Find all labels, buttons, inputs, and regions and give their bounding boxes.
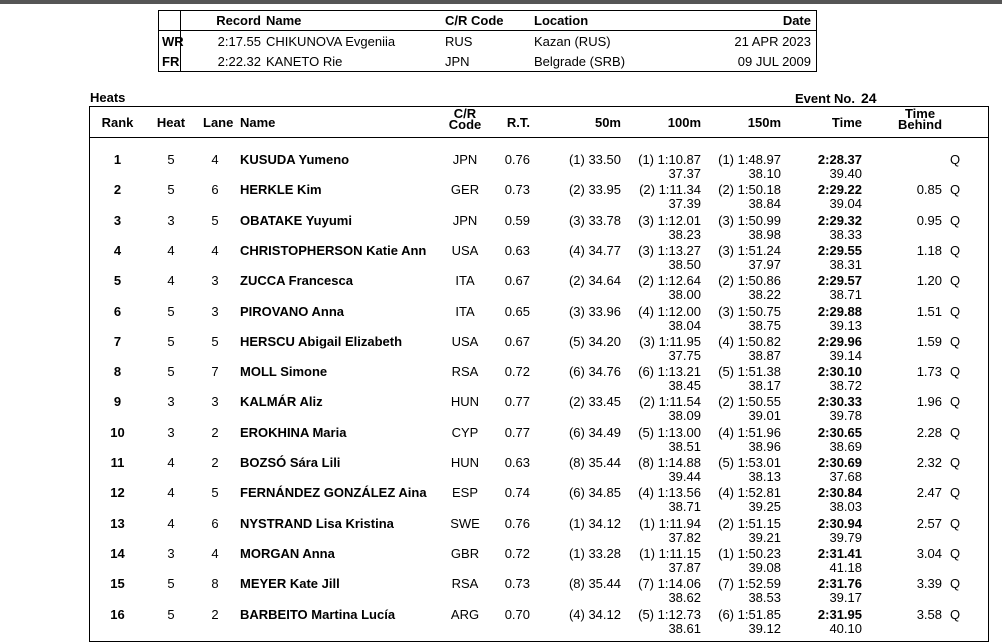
athlete-lane: 3 [211, 303, 219, 319]
lap-150m: 39.12 [748, 620, 781, 636]
lap-100m: 37.39 [668, 196, 701, 212]
split-100m: (1) 1:11.94 [639, 515, 701, 531]
time-behind: 0.85 [916, 182, 942, 198]
table-row [90, 357, 988, 394]
athlete-name: BOZSÓ Sára Lili [240, 455, 341, 470]
final-time: 2:29.22 [817, 182, 862, 198]
athlete-code: HUN [450, 455, 480, 470]
athlete-name: OBATAKE Yuyumi [240, 212, 352, 228]
athlete-heat: 5 [167, 333, 175, 349]
split-150m: (2) 1:50.18 [718, 182, 781, 198]
qualified-marker: Q [950, 485, 961, 501]
athlete-rank: 11 [110, 455, 125, 470]
qualified-marker: Q [950, 333, 961, 349]
header-50m: 50m [594, 115, 621, 130]
lap-200m: 39.79 [829, 529, 862, 545]
records-header-type [159, 11, 181, 30]
reaction-time: 0.73 [504, 182, 530, 198]
split-150m: (4) 1:52.81 [718, 485, 781, 501]
table-row [90, 206, 988, 242]
final-time: 2:31.95 [817, 606, 862, 622]
athlete-rank: 8 [113, 364, 122, 380]
athlete-name: HERSCU Abigail Elizabeth [240, 333, 403, 349]
record-row-fr [159, 51, 816, 71]
final-time: 2:29.32 [817, 212, 862, 228]
athlete-lane: 2 [211, 424, 219, 440]
header-lane: Lane [203, 115, 234, 130]
header-time: Time [831, 115, 862, 130]
lap-150m: 37.97 [748, 256, 781, 272]
table-row [90, 387, 988, 424]
table-row [90, 600, 988, 636]
lap-150m: 38.10 [748, 166, 781, 181]
split-150m: (1) 1:48.97 [718, 152, 781, 167]
qualified-marker: Q [950, 242, 961, 258]
final-time: 2:30.10 [817, 364, 862, 380]
split-50m: (2) 34.64 [568, 273, 621, 289]
header-100m: 100m [667, 115, 701, 130]
lap-200m: 41.18 [829, 559, 862, 575]
qualified-marker: Q [950, 515, 961, 531]
athlete-heat: 4 [167, 273, 175, 289]
table-row [90, 569, 988, 606]
lap-100m: 38.62 [668, 590, 701, 606]
athlete-lane: 7 [211, 364, 219, 380]
lap-150m: 39.25 [748, 499, 781, 515]
lap-150m: 39.21 [748, 529, 781, 545]
athlete-code: CYP [451, 424, 479, 440]
split-100m: (8) 1:14.88 [638, 455, 701, 470]
final-time: 2:29.88 [817, 303, 862, 319]
table-row [90, 297, 988, 333]
lap-100m: 37.75 [668, 347, 701, 363]
time-behind: 3.04 [916, 545, 942, 561]
athlete-name: BARBEITO Martina Lucía [240, 606, 396, 622]
split-150m: (6) 1:51.85 [718, 606, 781, 622]
split-150m: (3) 1:51.24 [718, 242, 781, 258]
athlete-rank: 15 [110, 576, 125, 592]
split-100m: (2) 1:11.54 [639, 394, 701, 410]
split-50m: (5) 34.20 [568, 333, 621, 349]
split-150m: (3) 1:50.99 [718, 212, 781, 228]
athlete-lane: 5 [211, 212, 219, 228]
athlete-lane: 6 [211, 515, 219, 531]
split-50m: (1) 34.12 [568, 515, 621, 531]
record-code: RUS [445, 33, 473, 49]
header-code-line2: Code [448, 117, 482, 132]
table-row [90, 478, 988, 515]
split-100m: (7) 1:14.06 [638, 576, 701, 592]
athlete-rank: 4 [113, 242, 122, 258]
table-row [90, 327, 988, 363]
athlete-rank: 2 [113, 182, 122, 198]
qualified-marker: Q [950, 303, 961, 319]
athlete-name: PIROVANO Anna [240, 303, 345, 319]
record-type: FR [159, 51, 181, 71]
split-50m: (1) 33.50 [568, 152, 621, 167]
time-behind: 1.59 [916, 333, 942, 349]
final-time: 2:30.94 [817, 515, 862, 531]
lap-200m: 38.31 [829, 256, 862, 272]
header-code-line1: C/R [453, 106, 477, 121]
split-150m: (4) 1:50.82 [718, 333, 781, 349]
table-row [90, 539, 988, 575]
split-50m: (8) 35.44 [568, 455, 621, 470]
header-behind-line1: Time [904, 106, 936, 121]
athlete-name: MOLL Simone [240, 364, 328, 380]
lap-200m: 39.17 [829, 590, 862, 606]
reaction-time: 0.72 [504, 545, 530, 561]
results-table [89, 106, 989, 642]
athlete-lane: 5 [211, 333, 219, 349]
split-150m: (4) 1:51.96 [718, 424, 781, 440]
lap-150m: 38.98 [748, 226, 781, 242]
athlete-name: KUSUDA Yumeno [240, 152, 350, 167]
athlete-lane: 8 [211, 576, 219, 592]
split-50m: (1) 33.28 [568, 545, 621, 561]
reaction-time: 0.77 [504, 394, 530, 410]
reaction-time: 0.76 [504, 152, 530, 167]
athlete-lane: 3 [211, 273, 219, 289]
final-time: 2:28.37 [817, 152, 862, 167]
records-header [159, 11, 816, 31]
qualified-marker: Q [950, 424, 961, 440]
athlete-lane: 4 [211, 545, 219, 561]
header-rt: R.T. [506, 115, 530, 130]
athlete-rank: 7 [113, 333, 122, 349]
lap-150m: 38.22 [748, 287, 781, 303]
lap-200m: 38.72 [829, 378, 862, 394]
reaction-time: 0.63 [504, 242, 530, 258]
athlete-heat: 5 [167, 606, 175, 622]
lap-200m: 39.04 [829, 196, 862, 212]
reaction-time: 0.72 [504, 364, 530, 380]
athlete-lane: 4 [211, 152, 219, 167]
event-number [795, 90, 877, 106]
split-100m: (6) 1:13.21 [638, 364, 701, 380]
athlete-name: CHRISTOPHERSON Katie Ann [240, 242, 427, 258]
lap-100m: 38.50 [668, 256, 701, 272]
split-50m: (2) 33.45 [568, 394, 621, 410]
athlete-lane: 2 [211, 606, 219, 622]
header-150m: 150m [747, 115, 781, 130]
split-150m: (2) 1:50.86 [718, 273, 781, 289]
reaction-time: 0.73 [504, 576, 530, 592]
athlete-rank: 1 [113, 152, 122, 167]
athlete-rank: 12 [110, 485, 125, 501]
athlete-code: ESP [451, 485, 478, 501]
split-150m: (3) 1:50.75 [718, 303, 781, 319]
final-time: 2:31.41 [817, 545, 862, 561]
athlete-lane: 5 [211, 485, 219, 501]
lap-150m: 38.75 [748, 317, 781, 333]
split-100m: (5) 1:13.00 [638, 424, 701, 440]
lap-200m: 39.13 [829, 317, 862, 333]
heats-label: Heats [90, 90, 126, 105]
table-row [90, 418, 988, 454]
header-code [447, 108, 483, 130]
reaction-time: 0.67 [504, 273, 530, 289]
athlete-heat: 3 [167, 212, 175, 228]
athlete-heat: 4 [167, 242, 175, 258]
athlete-code: USA [451, 242, 479, 258]
time-behind: 1.73 [916, 364, 942, 380]
lap-200m: 39.14 [829, 347, 862, 363]
qualified-marker: Q [950, 394, 961, 410]
lap-100m: 38.00 [668, 287, 701, 303]
split-50m: (6) 34.85 [568, 485, 621, 501]
athlete-rank: 9 [113, 394, 122, 410]
lap-150m: 38.87 [748, 347, 781, 363]
event-number-value: 24 [860, 90, 877, 106]
time-behind: 2.47 [916, 485, 942, 501]
records-table [158, 10, 817, 72]
athlete-heat: 5 [167, 576, 175, 592]
lap-150m: 38.13 [748, 469, 781, 484]
athlete-name: NYSTRAND Lisa Kristina [240, 515, 394, 531]
split-100m: (3) 1:12.01 [638, 212, 701, 228]
reaction-time: 0.70 [504, 606, 530, 622]
qualified-marker: Q [950, 212, 961, 228]
table-row [90, 266, 988, 303]
athlete-code: GER [450, 182, 480, 198]
record-row-wr [159, 31, 816, 51]
table-row [90, 145, 988, 181]
athlete-heat: 5 [167, 303, 175, 319]
athlete-code: ITA [455, 303, 475, 319]
record-location: Belgrade (SRB) [534, 53, 626, 69]
lap-100m: 38.45 [668, 378, 701, 394]
athlete-heat: 3 [167, 545, 175, 561]
athlete-code: JPN [452, 152, 478, 167]
split-50m: (2) 33.95 [568, 182, 621, 198]
athlete-code: ARG [450, 606, 480, 622]
lap-200m: 38.03 [829, 499, 862, 515]
final-time: 2:30.69 [817, 455, 862, 470]
split-100m: (1) 1:10.87 [638, 152, 701, 167]
athlete-code: HUN [450, 394, 480, 410]
results-header [90, 107, 988, 138]
athlete-rank: 5 [113, 273, 122, 289]
athlete-rank: 16 [110, 606, 125, 622]
split-100m: (4) 1:12.00 [638, 303, 701, 319]
header-heat: Heat [156, 115, 186, 130]
athlete-heat: 5 [167, 152, 175, 167]
records-header-location: Location [534, 13, 589, 28]
lap-100m: 38.61 [668, 620, 701, 636]
split-100m: (1) 1:11.15 [639, 545, 701, 561]
header-time-behind [885, 108, 955, 130]
record-date: 21 APR 2023 [734, 33, 811, 49]
record-holder: KANETO Rie [266, 53, 343, 69]
athlete-code: USA [451, 333, 479, 349]
athlete-name: EROKHINA Maria [240, 424, 347, 440]
athlete-heat: 5 [167, 182, 175, 198]
time-behind: 3.39 [916, 576, 942, 592]
lap-100m: 38.51 [668, 438, 701, 454]
split-50m: (4) 34.12 [568, 606, 621, 622]
lap-150m: 38.96 [748, 438, 781, 454]
athlete-heat: 4 [167, 455, 175, 470]
split-50m: (3) 33.78 [568, 212, 621, 228]
lap-200m: 38.71 [829, 287, 862, 303]
athlete-code: RSA [451, 364, 479, 380]
athlete-code: JPN [452, 212, 478, 228]
athlete-lane: 2 [211, 455, 219, 470]
record-type: WR [159, 31, 181, 51]
split-150m: (1) 1:50.23 [718, 545, 781, 561]
lap-200m: 39.78 [829, 408, 862, 424]
athlete-rank: 13 [110, 515, 125, 531]
split-50m: (8) 35.44 [568, 576, 621, 592]
athlete-rank: 6 [113, 303, 122, 319]
qualified-marker: Q [950, 455, 961, 470]
lap-150m: 38.17 [748, 378, 781, 394]
athlete-name: ZUCCA Francesca [240, 273, 353, 289]
lap-200m: 37.68 [829, 469, 862, 484]
qualified-marker: Q [950, 273, 961, 289]
athlete-name: HERKLE Kim [240, 182, 322, 198]
split-50m: (4) 34.77 [568, 242, 621, 258]
final-time: 2:30.33 [817, 394, 862, 410]
split-100m: (3) 1:13.27 [638, 242, 701, 258]
reaction-time: 0.67 [504, 333, 530, 349]
athlete-lane: 4 [211, 242, 219, 258]
athlete-name: FERNÁNDEZ GONZÁLEZ Aina [240, 485, 427, 501]
split-50m: (6) 34.49 [568, 424, 621, 440]
athlete-heat: 3 [167, 424, 175, 440]
split-100m: (4) 1:13.56 [638, 485, 701, 501]
reaction-time: 0.76 [504, 515, 530, 531]
lap-150m: 38.53 [748, 590, 781, 606]
table-row [90, 448, 988, 484]
athlete-lane: 6 [211, 182, 219, 198]
final-time: 2:29.96 [817, 333, 862, 349]
reaction-time: 0.77 [504, 424, 530, 440]
lap-150m: 38.84 [748, 196, 781, 212]
final-time: 2:29.57 [817, 273, 862, 289]
time-behind: 1.51 [916, 303, 942, 319]
time-behind: 2.57 [916, 515, 942, 531]
athlete-rank: 3 [113, 212, 122, 228]
split-150m: (2) 1:51.15 [718, 515, 781, 531]
athlete-name: MEYER Kate Jill [240, 576, 340, 592]
table-row [90, 236, 988, 272]
records-header-code: C/R Code [445, 13, 504, 28]
record-time: 2:17.55 [217, 33, 261, 49]
records-header-record: Record [216, 13, 261, 28]
header-rank: Rank [101, 115, 134, 130]
qualified-marker: Q [950, 606, 961, 622]
table-row [90, 509, 988, 545]
table-row [90, 175, 988, 212]
final-time: 2:30.65 [817, 424, 862, 440]
record-holder: CHIKUNOVA Evgeniia [266, 33, 396, 49]
lap-200m: 39.40 [829, 166, 862, 181]
header-behind-line2: Behind [897, 117, 943, 132]
athlete-heat: 4 [167, 485, 175, 501]
split-100m: (2) 1:11.34 [639, 182, 701, 198]
split-150m: (5) 1:51.38 [718, 364, 781, 380]
athlete-code: ITA [455, 273, 475, 289]
athlete-code: SWE [450, 515, 480, 531]
lap-200m: 40.10 [829, 620, 862, 636]
split-150m: (7) 1:52.59 [718, 576, 781, 592]
reaction-time: 0.59 [504, 212, 530, 228]
lap-100m: 37.82 [668, 529, 701, 545]
record-location: Kazan (RUS) [534, 33, 611, 49]
split-50m: (3) 33.96 [568, 303, 621, 319]
reaction-time: 0.63 [504, 455, 530, 470]
athlete-heat: 5 [167, 364, 175, 380]
split-50m: (6) 34.76 [568, 364, 621, 380]
reaction-time: 0.65 [504, 303, 530, 319]
lap-100m: 39.44 [668, 469, 701, 484]
athlete-code: GBR [450, 545, 480, 561]
lap-200m: 38.33 [829, 226, 862, 242]
records-header-name: Name [266, 13, 302, 28]
athlete-name: KALMÁR Aliz [240, 394, 323, 410]
time-behind: 2.32 [916, 455, 942, 470]
header-name: Name [240, 115, 276, 130]
split-100m: (5) 1:12.73 [638, 606, 701, 622]
athlete-rank: 10 [110, 424, 125, 440]
time-behind: 3.58 [916, 606, 942, 622]
time-behind: 1.20 [916, 273, 942, 289]
qualified-marker: Q [950, 576, 961, 592]
time-behind: 1.96 [916, 394, 942, 410]
final-time: 2:29.55 [817, 242, 862, 258]
athlete-heat: 3 [167, 394, 175, 410]
split-100m: (2) 1:12.64 [638, 273, 701, 289]
split-150m: (5) 1:53.01 [718, 455, 781, 470]
lap-100m: 37.87 [668, 559, 701, 575]
records-header-date: Date [782, 13, 811, 28]
qualified-marker: Q [950, 364, 961, 380]
split-100m: (3) 1:11.95 [639, 333, 701, 349]
time-behind: 1.18 [916, 242, 942, 258]
athlete-code: RSA [451, 576, 479, 592]
event-label-text: Event No. [795, 91, 855, 106]
qualified-marker: Q [950, 545, 961, 561]
qualified-marker: Q [950, 182, 961, 198]
qualified-marker: Q [950, 152, 961, 167]
final-time: 2:31.76 [817, 576, 862, 592]
athlete-rank: 14 [110, 545, 125, 561]
lap-100m: 37.37 [668, 166, 701, 181]
lap-150m: 39.08 [748, 559, 781, 575]
time-behind: 2.28 [916, 424, 942, 440]
athlete-heat: 4 [167, 515, 175, 531]
reaction-time: 0.74 [504, 485, 530, 501]
lap-100m: 38.71 [668, 499, 701, 515]
lap-100m: 38.09 [668, 408, 701, 424]
lap-150m: 39.01 [748, 408, 781, 424]
record-code: JPN [445, 53, 470, 69]
time-behind: 0.95 [916, 212, 942, 228]
lap-100m: 38.23 [668, 226, 701, 242]
lap-200m: 38.69 [829, 438, 862, 454]
athlete-name: MORGAN Anna [240, 545, 335, 561]
top-border [0, 0, 1002, 4]
final-time: 2:30.84 [817, 485, 862, 501]
split-150m: (2) 1:50.55 [718, 394, 781, 410]
record-date: 09 JUL 2009 [737, 53, 811, 69]
record-time: 2:22.32 [217, 53, 261, 69]
lap-100m: 38.04 [668, 317, 701, 333]
athlete-lane: 3 [211, 394, 219, 410]
